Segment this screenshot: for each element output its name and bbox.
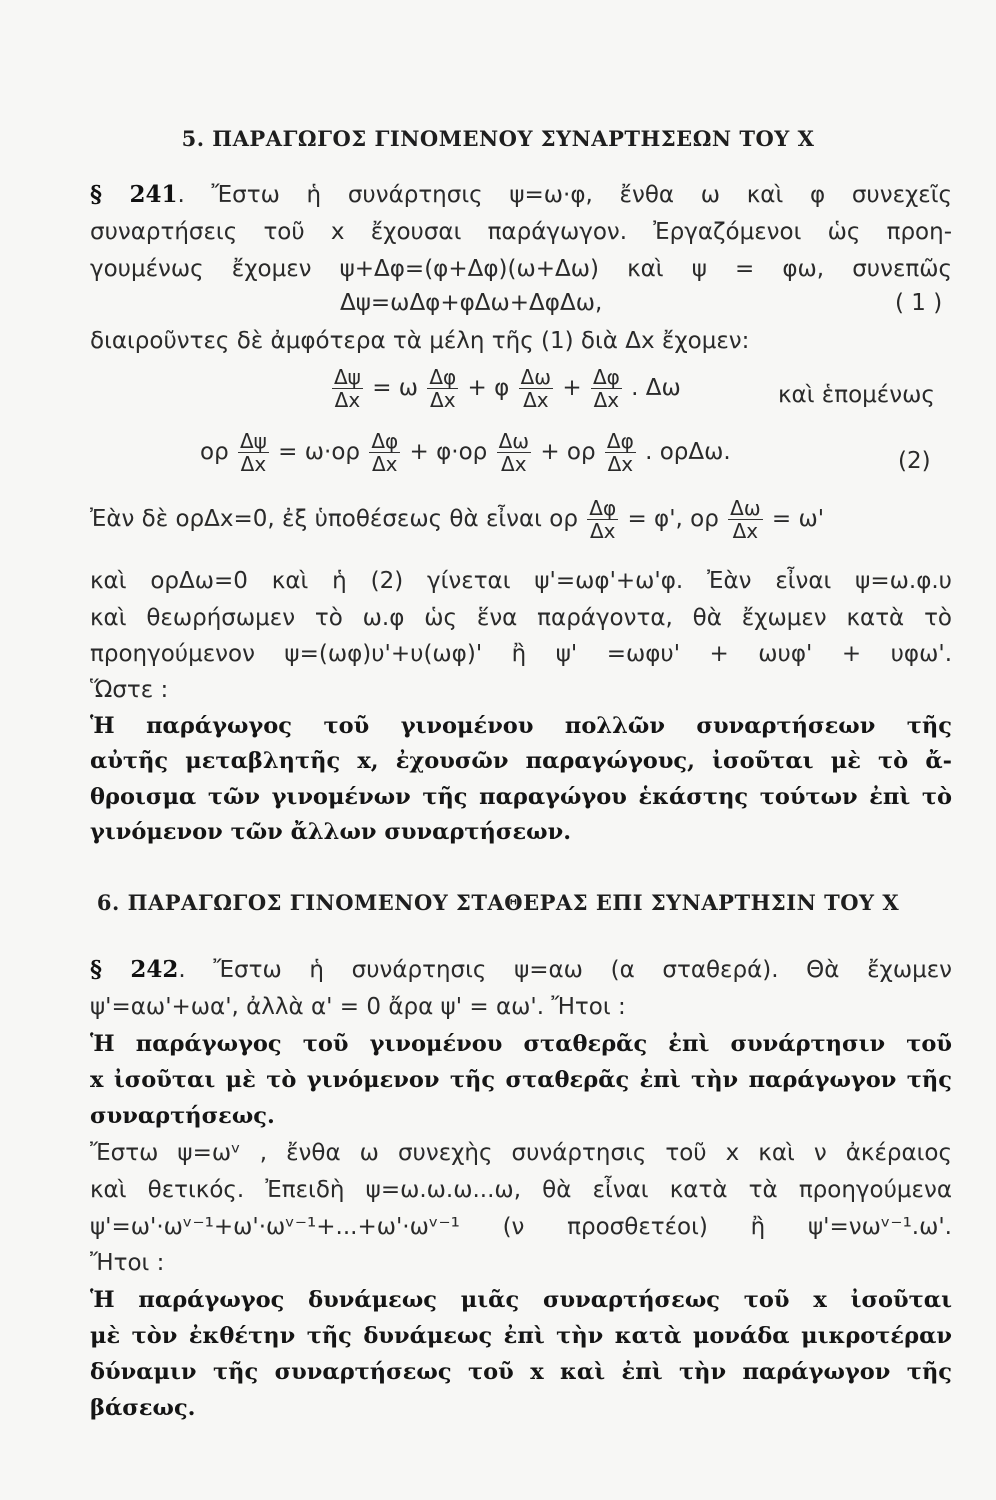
rule-product-line-2: αὐτῆς μεταβλητῆς x, ἐχουσῶν παραγώγους, ἰσοῦται μὲ τὸ ἄ- [90,748,952,774]
paragraph-241-line-2: συναρτήσεις τοῦ x ἔχουσαι παράγωγον. Ἐργαζόμενοι ὡς προη- [90,219,952,245]
fraction: $\frac{\Delta\psi}{\Delta x}$ [334,365,361,412]
rule-power-line-1: Ἡ παράγωγος δυνάμεως μιᾶς συναρτήσεως τοῦ x ἰσοῦται [90,1287,952,1313]
fraction: $\frac{\Delta\varphi}{\Delta x}$ [592,365,620,412]
paragraph-241-line-1: § 241. Ἔστω ἡ συνάρτησις ψ=ω·φ, ἔνθα ω καὶ φ συνεχεῖς [90,181,953,208]
rule-power-line-2: μὲ τὸν ἐκθέτην τῆς δυνάμεως ἐπὶ τὴν κατὰ μονάδα μικροτέραν [90,1323,952,1349]
fraction: $\frac{\Delta\varphi}{\Delta x}$ [589,496,617,543]
power-paragraph-line-2: καὶ θετικός. Ἐπειδὴ ψ=ω.ω.ω...ω, θὰ εἶναι κατὰ τὰ προηγούμενα [90,1177,952,1203]
rule-product-line-1: Ἡ παράγωγος τοῦ γινομένου πολλῶν συναρτήσεων τῆς [90,713,952,739]
paragraph-241-line-9: καὶ ορΔω=0 καὶ ἡ (2) γίνεται ψ'=ωφ'+ω'φ. Ἐὰν εἶναι ψ=ω.φ.υ [90,568,952,594]
rule-power-line-3: δύναμιν τῆς συναρτήσεως τοῦ x καὶ ἐπὶ τὴν παράγωγον τῆς [90,1359,952,1385]
rule-constant-line-2: x ἰσοῦται μὲ τὸ γινόμενον τῆς σταθερᾶς ἐπὶ τὴν παράγωγον τῆς [90,1067,952,1093]
rule-power-line-4: βάσεως. [90,1395,196,1421]
power-paragraph-line-3: ψ'=ω'·ωᵛ⁻¹+ω'·ωᵛ⁻¹+...+ω'·ωᵛ⁻¹ (ν προσθετέοι) ἢ ψ'=νωᵛ⁻¹.ω'. [90,1214,952,1240]
section-5-heading: 5. ΠΑΡΑΓΩΓΟΣ ΓΙΝΟΜΕΝΟΥ ΣΥΝΑΡΤΗΣΕΩΝ ΤΟΥ Χ [181,126,815,151]
equation-1: Δψ=ωΔφ+φΔω+ΔφΔω, [340,290,603,316]
power-paragraph-line-4: Ἤτοι : [90,1250,165,1276]
fraction: $\frac{\Delta\varphi}{\Delta x}$ [429,365,457,412]
fraction: $\frac{\Delta\omega}{\Delta x}$ [730,496,761,543]
rule-product-line-3: θροισμα τῶν γινομένων τῆς παραγώγου ἑκάστης τούτων ἐπὶ τὸ [90,784,952,810]
paragraph-number-242: § 242 [90,956,179,983]
equation-2: ορ $\frac{\Delta\psi}{\Delta x}$ = ω·ορ $\frac{\Delta\varphi}{\Delta x}$ + φ·ορ $\frac{\Delta\omega}{\Delta x}$ + ορ $\frac{\Delta\varphi}{\Delta x}$ . ορΔω. [200,429,731,476]
equation-2-number: (2) [898,448,931,474]
paragraph-241-line-3: γουμένως ἔχομεν ψ+Δφ=(φ+Δφ)(ω+Δω) καὶ ψ = φω, συνεπῶς [90,256,952,282]
fraction: $\frac{\Delta\varphi}{\Delta x}$ [606,429,634,476]
paragraph-number-241: § 241 [90,181,178,208]
section-6-heading: 6. ΠΑΡΑΓΩΓΟΣ ΓΙΝΟΜΕΝΟΥ ΣΤΑΘΕΡΑΣ ΕΠΙ ΣΥΝΑΡΤΗΣΙΝ ΤΟΥ Χ [96,890,900,915]
paragraph-241-line-10: καὶ θεωρήσωμεν τὸ ω.φ ὡς ἕνα παράγοντα, θὰ ἔχωμεν κατὰ τὸ [90,605,952,631]
paragraph-241-line-5: διαιροῦντες δὲ ἀμφότερα τὰ μέλη τῆς (1) διὰ Δx ἔχομεν: [90,328,750,354]
equation-difference-quotient: $\frac{\Delta\psi}{\Delta x}$ = ω $\frac{\Delta\varphi}{\Delta x}$ + φ $\frac{\Delta\omega}{\Delta x}$ + $\frac{\Delta\varphi}{\Delta x}$ . Δω [334,365,681,412]
paragraph-242-line-1: § 242. Ἔστω ἡ συνάρτησις ψ=αω (α σταθερά). Θὰ ἔχωμεν [90,956,953,983]
paragraph-241-line-12: Ὥστε : [90,677,169,703]
paragraph-242-line-2: ψ'=αω'+ωα', ἀλλὰ α' = 0 ἄρα ψ' = αω'. Ἤτοι : [90,994,626,1020]
fraction: $\frac{\Delta\varphi}{\Delta x}$ [371,429,399,476]
equation-tail-text: καὶ ἑπομένως [778,382,935,408]
rule-product-line-4: γινόμενον τῶν ἄλλων συναρτήσεων. [90,819,572,845]
fraction: $\frac{\Delta\omega}{\Delta x}$ [498,429,529,476]
power-paragraph-line-1: Ἔστω ψ=ωᵛ , ἔνθα ω συνεχὴς συνάρτησις τοῦ x καὶ ν ἀκέραιος [90,1140,952,1166]
paragraph-241-line-11: προηγούμενον ψ=(ωφ)υ'+υ(ωφ)' ἢ ψ' =ωφυ' + ωυφ' + υφω'. [90,641,952,667]
rule-constant-line-3: συναρτήσεως. [90,1103,275,1129]
equation-1-number: ( 1 ) [895,290,943,316]
rule-constant-line-1: Ἡ παράγωγος τοῦ γινομένου σταθερᾶς ἐπὶ συνάρτησιν τοῦ [90,1031,952,1057]
fraction: $\frac{\Delta\psi}{\Delta x}$ [239,429,267,476]
fraction: $\frac{\Delta\omega}{\Delta x}$ [520,365,552,412]
equation-limits: Ἐὰν δὲ ορΔx=0, ἐξ ὑποθέσεως θὰ εἶναι ορ $\frac{\Delta\varphi}{\Delta x}$ = φ', ορ $\frac{\Delta\omega}{\Delta x}$ = ω' [90,496,825,543]
